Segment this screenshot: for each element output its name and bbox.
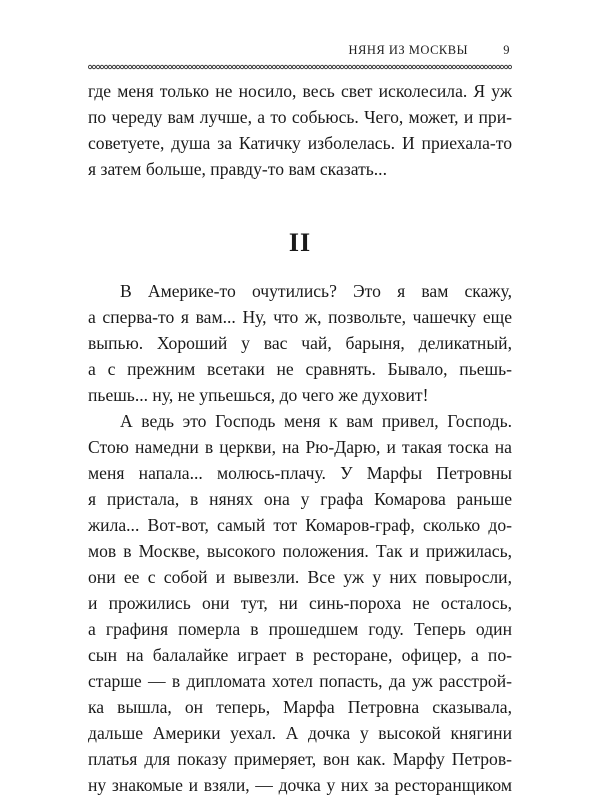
text-line: ну знакомые и взяли, — дочка у них за ресторанщиком xyxy=(88,775,512,795)
running-title: НЯНЯ ИЗ МОСКВЫ xyxy=(348,43,468,57)
text-line: платья для показу примеряет, вон как. Марфу Петров- xyxy=(88,749,512,769)
text-line: а графиня померла в прошедшем году. Теперь один xyxy=(88,619,512,639)
chapter-heading: II xyxy=(288,228,312,257)
text-line: мов в Москве, высокого положения. Так и прижилась, xyxy=(88,541,512,561)
text-line: Стою намедни в церкви, на Рю-Дарю, и такая тоска на xyxy=(88,437,512,457)
text-line: я пристала, в нянях она у графа Комарова раньше xyxy=(88,489,512,509)
header-ornament-rule xyxy=(88,63,512,71)
text-line: старше — в дипломата хотел попасть, да уж расстрой- xyxy=(88,671,512,691)
text-line: а сперва-то я вам... Ну, что ж, позвольте, чашечку еще xyxy=(88,307,512,327)
text-line: сын на балалайке играет в ресторане, офицер, а по- xyxy=(88,645,512,665)
text-line: В Америке-то очутились? Это я вам скажу, xyxy=(120,281,512,301)
text-line: пьешь... ну, не упьешься, до чего же духовит! xyxy=(88,385,429,405)
text-line: ка вышла, он теперь, Марфа Петровна сказывала, xyxy=(88,697,512,717)
text-line: меня напала... молюсь-плачу. У Марфы Петровны xyxy=(88,463,512,483)
chapter-text-block xyxy=(88,278,512,798)
running-header xyxy=(90,43,512,63)
text-line: по череду вам лучше, а то собьюсь. Чего, может, и при- xyxy=(88,107,512,127)
paragraph xyxy=(88,408,512,798)
text-line: выпью. Хороший у вас чай, барыня, деликатный, xyxy=(88,333,512,353)
opening-text-block xyxy=(88,78,512,182)
paragraph xyxy=(88,278,512,408)
text-line: дальше Америки уехал. А дочка у высокой княгини xyxy=(88,723,512,743)
page-number: 9 xyxy=(503,43,510,57)
text-line: где меня только не носило, весь свет исколесила. Я уж xyxy=(88,81,512,101)
text-line: А ведь это Господь меня к вам привел, Господь. xyxy=(120,411,512,431)
text-line: и прожились они тут, ни синь-пороха не осталось, xyxy=(88,593,512,613)
text-line: я затем больше, правду-то вам сказать... xyxy=(88,159,387,179)
text-line: жила... Вот-вот, самый тот Комаров-граф, сколько до- xyxy=(88,515,512,535)
text-line: они ее с собой и вывезли. Все уж у них повыросли, xyxy=(88,567,512,587)
text-line: а с прежним всетаки не сравнять. Бывало, пьешь- xyxy=(88,359,512,379)
text-line: советуете, душа за Катичку изболелась. И приехала-то xyxy=(88,133,512,153)
